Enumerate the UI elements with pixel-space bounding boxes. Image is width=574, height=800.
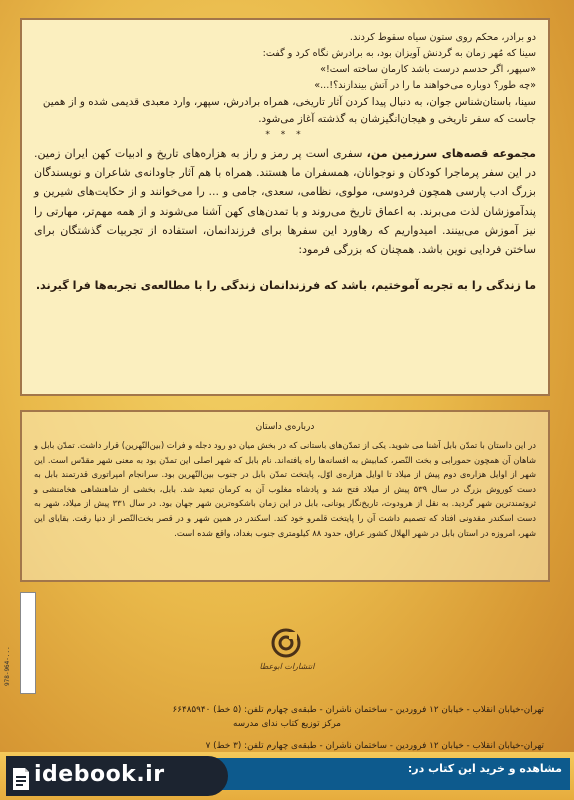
distribution-center: مرکز توزیع کتاب ندای مدرسه: [232, 719, 342, 729]
address-line-1: تهران-خیابان انقلاب - خیابان ۱۲ فروردین - ساختمان ناشران - طبقه‌ی چهارم تلفن: (۵ خط) ۶۶۴۸۵۹۴۰: [172, 705, 544, 715]
intro-line-5: سینا، باستان‌شناس جوان، به دنبال پیدا کردن آثار تاریخی، همراه برادرش، سپهر، وارد معبدی قدیمی شده و از همین جاست که سفر تاریخی و هیجان‌انگیزشان به گذشته آغاز می‌شود.: [42, 96, 536, 125]
publisher-logo-icon: [271, 628, 301, 658]
intro-line-2: سینا که مُهر زمان به گردنش آویزان بود، به برادرش نگاه کرد و گفت:: [262, 48, 536, 59]
watermark-brand[interactable]: [14, 762, 165, 787]
star-separator: * * *: [265, 130, 305, 140]
isbn-barcode: [20, 592, 36, 694]
address-line-2: تهران-خیابان انقلاب - خیابان ۱۲ فروردین - ساختمان ناشران - طبقه‌ی چهارم تلفن: (۳ خط) ۷: [205, 741, 544, 751]
series-text: سفری است پر رمز و راز به هزاره‌های تاریخ و ادبیات کهن ایران زمین. در این سفر پرماجرا کودکان و نوجوانان، همسفران ما هستند. همراه با هم آثار جاودانه‌ی شاعران و نویسندگان بزرگ ادب پارسی همچون فردوسی، مولوی، نظامی، سعدی، جامی و ... را می‌خوانند و از حکایت‌های شیرین و پندآموزشان لذت می‌برند. به اعماق تاریخ می‌روند و با تمدن‌های کهن آشنا می‌شوند و از همه مهم‌تر، مهارتی را نیز آموزش می‌بینند. امیدواریم که رهاورد این سفرها برای فرزندانمان، استفاده از تجربیات گذشتگان برای ساختن فردایی نوین باشد. همچنان که بزرگی فرمود:: [34, 147, 536, 257]
series-lead: مجموعه قصه‌های سرزمین من،: [366, 147, 536, 160]
intro-line-3: «سپهر، اگر حدسم درست باشد کارمان ساخته است!»: [320, 64, 536, 75]
intro-line-1: دو برادر، محکم روی ستون سیاه سقوط کردند.: [349, 32, 536, 43]
intro-line-4: «چه طور؟ دوباره می‌خواهند ما را در آتش بیندازند؟!...»: [314, 80, 536, 91]
book-icon: [10, 766, 32, 792]
summary-panel: [20, 18, 550, 396]
series-quote: ما زندگی را به تجربه آموختیم، باشد که فرزندانمان زندگی را با مطالعه‌ی تجربه‌ها فرا گیرند.: [35, 279, 536, 293]
watermark-brand-text: idebook.ir: [34, 762, 165, 787]
about-story-panel: [20, 410, 550, 582]
isbn-text: 978-964-...: [4, 646, 11, 686]
about-title: درباره‌ی داستان: [255, 422, 315, 432]
watermark-caption: مشاهده و خرید این کتاب در:: [407, 762, 562, 775]
publisher-name: انتشارات ابوعطا: [259, 662, 315, 671]
about-text: در این داستان با تمدّن بابل آشنا می شوید. یکی از تمدّن‌های باستانی که در بخش میان دو رود دجله و فرات (بین‌النّهرین) قرار داشت. تمدّن بابل و شاهان آن همچون حمورابی و بخت النّصر، کمابیش به افسانه‌ها راه یافته‌اند. نام بابل که شهر اصلی این تمدّن بود به معنی شهر مقدّس است. این شهر از اوایل هزاره‌ی دوم پیش از میلاد تا اوایل هزاره‌ی اوّل، پایتخت تمدّن بابل در جنوب بین‌النّهرین بود. سرانجام امپراتوری قدرتمند بابل به دست کوروش بزرگ در سال ۵۳۹ پیش از میلاد فتح شد و پادشاه مغلوب آن به کرمان تبعید شد. بابل، بخشی از شاهنشاهی هخامنشی و ثروتمندترین شهر گردید. به نقل از هرودوت، تاریخ‌نگار یونانی، بابل در این زمان باشکوه‌ترین شهر جهان بود. در سال ۳۳۱ پیش از میلاد، شهر به دست اسکندر مقدونی افتاد که تصمیم داشت آن را پایتخت قلمرو خود کند. اسکندر در همین شهر و در قصر بخت‌النّصر از دنیا رفت. بقایای این شهر، امروزه در استان بابل در شهر الهلال کشور عراق، حدود ۸۸ کیلومتری جنوب بغداد، واقع شده است.: [34, 440, 536, 538]
series-description: [34, 144, 536, 259]
